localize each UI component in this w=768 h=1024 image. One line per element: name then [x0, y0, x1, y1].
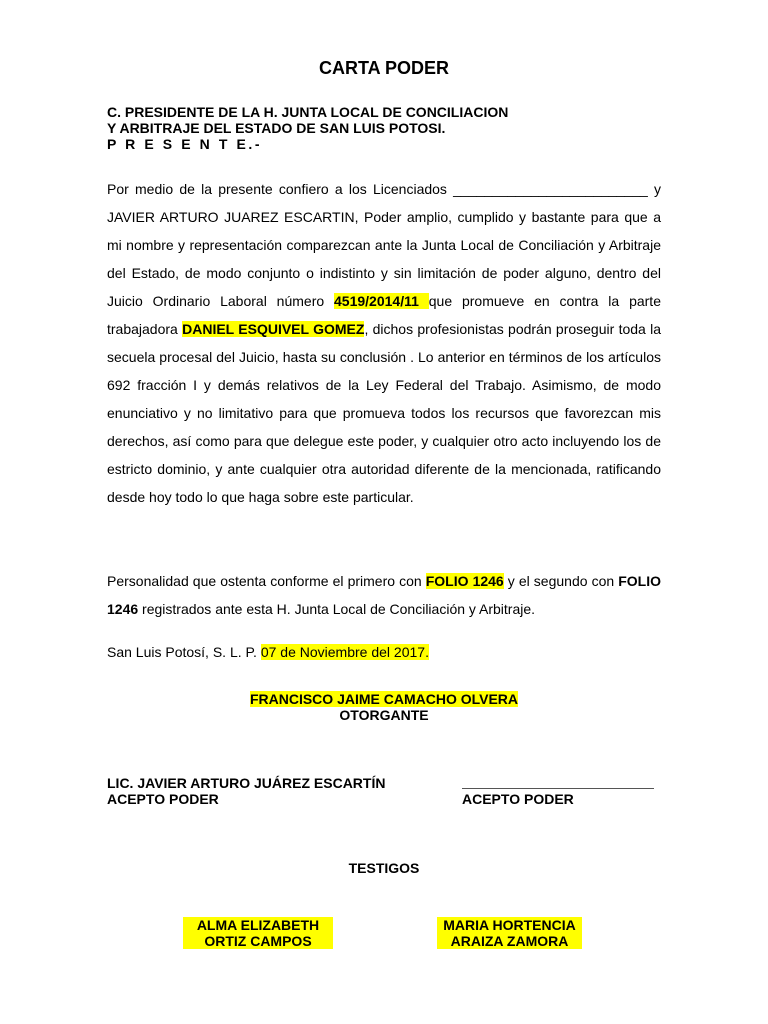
grantor-role: OTORGANTE: [339, 707, 429, 723]
document-title: CARTA PODER: [319, 58, 449, 78]
addressee-block: [107, 104, 508, 152]
folio-2: FOLIO 1246: [107, 573, 661, 617]
attorney-1-role: ACEPTO PODER: [107, 791, 219, 807]
attorney-2-signature: [462, 775, 654, 807]
place-date-line: [107, 644, 429, 660]
witness-1: [183, 917, 333, 949]
paragraph-2-text-c: registrados ante esta H. Junta Local de Conciliación y Arbitraje.: [138, 601, 536, 617]
grantor-name: FRANCISCO JAIME CAMACHO OLVERA: [249, 691, 519, 707]
case-number: 4519/2014/11: [334, 293, 429, 309]
paragraph-1-text-b: que promueve en contra la parte trabajadora: [107, 293, 661, 337]
paragraph-2-text-a: Personalidad que ostenta conforme el primero con: [107, 573, 426, 589]
paragraph-1-text-a: Por medio de la presente confiero a los Licenciados _________________________ y JAVIER ARTURO JUAREZ ESCARTIN, Poder amplio, cumplido y bastante para que a mi nombre y representación comparezcan ante la Junta Local de Conciliación y Arbitraje del Estado, de modo conjunto o indistinto y sin limitación de poder alguno, dentro del Juicio Ordinario Laboral número: [107, 181, 661, 309]
paragraph-2-text-b: y el segundo con: [503, 573, 619, 589]
addressee-line-1: C. PRESIDENTE DE LA H. JUNTA LOCAL DE CONCILIACION: [107, 104, 509, 120]
attorney-1-signature: [107, 775, 385, 807]
paragraph-1-text-c: , dichos profesionistas podrán proseguir toda la secuela procesal del Juicio, hasta su conclusión . Lo anterior en términos de los artículos 692 fracción I y demás relativos de la Ley Federal del Trabajo. Asimismo, de modo enunciativo y no limitativo para que promueva todos los recursos que favorezcan mis derechos, así como para que delegue este poder, y cualquier otro acto incluyendo los de estricto dominio, y ante cualquier otra autoridad diferente de la mencionada, ratificando desde hoy todo lo que haga sobre este particular.: [107, 321, 662, 505]
witness-2-line-1: MARIA HORTENCIA: [437, 917, 582, 933]
attorney-1-name: LIC. JAVIER ARTURO JUÁREZ ESCARTÍN: [107, 775, 386, 791]
witness-1-line-2: ORTIZ CAMPOS: [183, 933, 333, 949]
place-prefix: San Luis Potosí, S. L. P.: [107, 644, 261, 660]
witness-2-line-2: ARAIZA ZAMORA: [437, 933, 582, 949]
addressee-line-3: P R E S E N T E.-: [107, 136, 263, 152]
body-paragraph-2: [107, 567, 661, 623]
grantor-signature: [0, 691, 768, 723]
witness-2: [437, 917, 582, 949]
folio-1: FOLIO 1246: [425, 573, 504, 589]
witnesses-heading: TESTIGOS: [348, 860, 420, 876]
signature-line: [462, 775, 654, 789]
addressee-line-2: Y ARBITRAJE DEL ESTADO DE SAN LUIS POTOSI.: [107, 120, 446, 136]
attorney-2-role: ACEPTO PODER: [462, 791, 574, 807]
witness-1-line-1: ALMA ELIZABETH: [183, 917, 333, 933]
document-date: 07 de Noviembre del 2017.: [260, 644, 429, 660]
worker-name: DANIEL ESQUIVEL GOMEZ: [182, 321, 365, 337]
body-paragraph-1: [107, 175, 661, 511]
